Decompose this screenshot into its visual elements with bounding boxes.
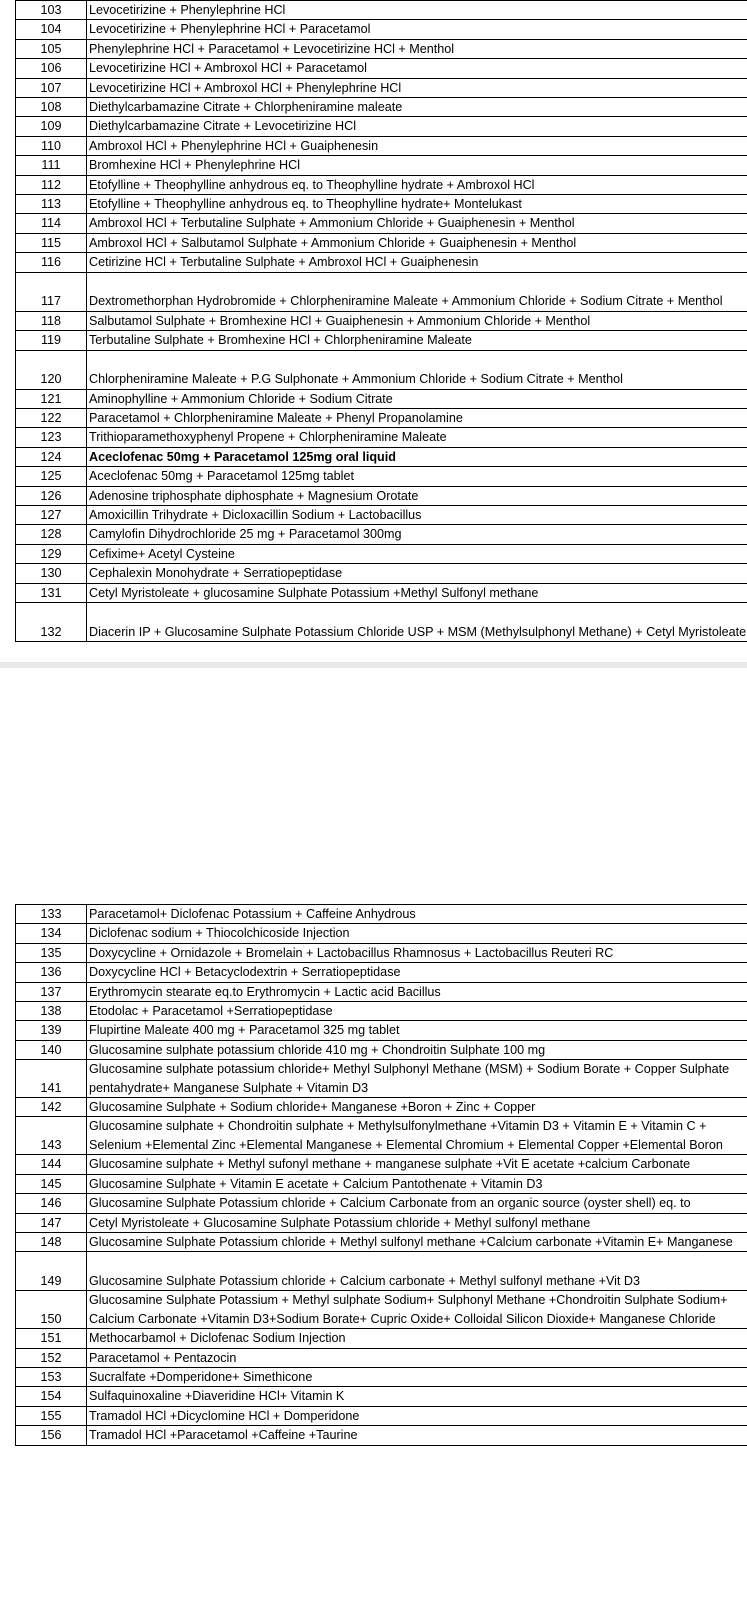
drug-combination-name: Paracetamol + Chlorpheniramine Maleate + Phenyl Propanolamine xyxy=(87,408,747,427)
table-row xyxy=(16,272,747,311)
row-number: 134 xyxy=(16,924,87,943)
row-number: 151 xyxy=(16,1329,87,1348)
table-row xyxy=(16,1348,747,1367)
drug-combination-name: Tramadol HCl +Paracetamol +Caffeine +Taurine xyxy=(87,1426,747,1445)
drug-combination-name: Dextromethorphan Hydrobromide + Chlorpheniramine Maleate + Ammonium Chloride + Sodium Citrate + Menthol xyxy=(87,272,747,311)
row-number: 149 xyxy=(16,1252,87,1291)
table-row xyxy=(16,408,747,427)
drug-combination-name: Levocetirizine HCl + Ambroxol HCl + Phenylephrine HCl xyxy=(87,78,747,97)
table-row xyxy=(16,924,747,943)
drug-combination-name: Diethylcarbamazine Citrate + Levocetirizine HCl xyxy=(87,117,747,136)
drug-combination-name: Tramadol HCl +Dicyclomine HCl + Domperidone xyxy=(87,1406,747,1425)
document-page-2 xyxy=(0,668,747,1606)
table-row xyxy=(16,1387,747,1406)
drug-combination-name: Aceclofenac 50mg + Paracetamol 125mg tablet xyxy=(87,467,747,486)
row-number: 143 xyxy=(16,1117,87,1155)
drug-combination-name: Cetirizine HCl + Terbutaline Sulphate + Ambroxol HCl + Guaiphenesin xyxy=(87,253,747,272)
row-number: 110 xyxy=(16,136,87,155)
row-number: 118 xyxy=(16,311,87,330)
drug-combination-name: Glucosamine Sulphate + Vitamin E acetate + Calcium Pantothenate + Vitamin D3 xyxy=(87,1174,747,1193)
row-number: 130 xyxy=(16,564,87,583)
table-row xyxy=(16,1040,747,1059)
row-number: 135 xyxy=(16,943,87,962)
row-number: 139 xyxy=(16,1021,87,1040)
table-row xyxy=(16,963,747,982)
drug-combination-name: Cetyl Myristoleate + Glucosamine Sulphate Potassium chloride + Methyl sulfonyl methane xyxy=(87,1213,747,1232)
table-row xyxy=(16,350,747,389)
drug-combination-name: Trithioparamethoxyphenyl Propene + Chlorpheniramine Maleate xyxy=(87,428,747,447)
document-page-1 xyxy=(0,0,747,662)
row-number: 146 xyxy=(16,1194,87,1213)
drug-combination-name: Glucosamine sulphate + Chondroitin sulphate + Methylsulfonylmethane +Vitamin D3 + Vitamin E + Vitamin C + Selenium +Elemental Zinc +Elemental Manganese + Elemental Chromium + Elemental Copper +Elemental Boron xyxy=(87,1117,747,1155)
row-number: 128 xyxy=(16,525,87,544)
drug-combination-name: Glucosamine Sulphate + Sodium chloride+ Manganese +Boron + Zinc + Copper xyxy=(87,1098,747,1117)
drug-combination-name: Levocetirizine + Phenylephrine HCl xyxy=(87,1,747,20)
row-number: 105 xyxy=(16,39,87,58)
row-number: 115 xyxy=(16,233,87,252)
table-row xyxy=(16,428,747,447)
drug-combination-name: Glucosamine Sulphate Potassium + Methyl sulphate Sodium+ Sulphonyl Methane +Chondroitin Sulphate Sodium+ Calcium Carbonate +Vitamin D3+Sodium Borate+ Cupric Oxide+ Colloidal Silicon Dioxide+ Manganese Chloride xyxy=(87,1291,747,1329)
table-row xyxy=(16,564,747,583)
table-row xyxy=(16,195,747,214)
table-row xyxy=(16,1021,747,1040)
row-number: 120 xyxy=(16,350,87,389)
row-number: 150 xyxy=(16,1291,87,1329)
row-number: 107 xyxy=(16,78,87,97)
drug-combination-name: Sulfaquinoxaline +Diaveridine HCl+ Vitamin K xyxy=(87,1387,747,1406)
table-row xyxy=(16,583,747,602)
drug-combination-name: Ambroxol HCl + Salbutamol Sulphate + Ammonium Chloride + Guaiphenesin + Menthol xyxy=(87,233,747,252)
table-row xyxy=(16,1098,747,1117)
drug-combination-name: Etofylline + Theophylline anhydrous eq. to Theophylline hydrate + Ambroxol HCl xyxy=(87,175,747,194)
drug-combination-name: Aceclofenac 50mg + Paracetamol 125mg oral liquid xyxy=(87,447,747,466)
table-row xyxy=(16,156,747,175)
drug-combination-name: Glucosamine sulphate + Methyl sufonyl methane + manganese sulphate +Vit E acetate +calcium Carbonate xyxy=(87,1155,747,1174)
row-number: 123 xyxy=(16,428,87,447)
drug-combination-name: Glucosamine Sulphate Potassium chloride + Calcium Carbonate from an organic source (oyster shell) eq. to xyxy=(87,1194,747,1213)
drug-combination-name: Cefixime+ Acetyl Cysteine xyxy=(87,544,747,563)
row-number: 141 xyxy=(16,1060,87,1098)
table-row xyxy=(16,1174,747,1193)
drug-combination-name: Ambroxol HCl + Terbutaline Sulphate + Ammonium Chloride + Guaiphenesin + Menthol xyxy=(87,214,747,233)
table-row xyxy=(16,311,747,330)
row-number: 148 xyxy=(16,1232,87,1251)
table-row xyxy=(16,905,747,924)
drug-combination-table-page-2 xyxy=(15,904,747,1446)
table-row xyxy=(16,1117,747,1155)
drug-combination-name: Diacerin IP + Glucosamine Sulphate Potassium Chloride USP + MSM (Methylsulphonyl Methane) + Cetyl Myristoleate xyxy=(87,602,747,641)
table-row xyxy=(16,331,747,350)
row-number: 147 xyxy=(16,1213,87,1232)
row-number: 104 xyxy=(16,20,87,39)
row-number: 145 xyxy=(16,1174,87,1193)
drug-combination-name: Cetyl Myristoleate + glucosamine Sulphate Potassium +Methyl Sulfonyl methane xyxy=(87,583,747,602)
drug-combination-name: Ambroxol HCl + Phenylephrine HCl + Guaiphenesin xyxy=(87,136,747,155)
row-number: 140 xyxy=(16,1040,87,1059)
table-row xyxy=(16,467,747,486)
row-number: 119 xyxy=(16,331,87,350)
row-number: 114 xyxy=(16,214,87,233)
drug-combination-name: Terbutaline Sulphate + Bromhexine HCl + Chlorpheniramine Maleate xyxy=(87,331,747,350)
row-number: 121 xyxy=(16,389,87,408)
table-row xyxy=(16,447,747,466)
row-number: 117 xyxy=(16,272,87,311)
table-row xyxy=(16,1060,747,1098)
table-row xyxy=(16,1213,747,1232)
table-row xyxy=(16,982,747,1001)
table-row xyxy=(16,1155,747,1174)
table-row xyxy=(16,39,747,58)
table-row xyxy=(16,233,747,252)
drug-combination-name: Methocarbamol + Diclofenac Sodium Injection xyxy=(87,1329,747,1348)
row-number: 125 xyxy=(16,467,87,486)
row-number: 126 xyxy=(16,486,87,505)
row-number: 106 xyxy=(16,59,87,78)
row-number: 109 xyxy=(16,117,87,136)
table-row xyxy=(16,78,747,97)
row-number: 112 xyxy=(16,175,87,194)
table-row xyxy=(16,1426,747,1445)
drug-combination-name: Salbutamol Sulphate + Bromhexine HCl + Guaiphenesin + Ammonium Chloride + Menthol xyxy=(87,311,747,330)
drug-combination-name: Aminophylline + Ammonium Chloride + Sodium Citrate xyxy=(87,389,747,408)
table-row xyxy=(16,1406,747,1425)
drug-combination-name: Glucosamine sulphate potassium chloride+ Methyl Sulphonyl Methane (MSM) + Sodium Borate + Copper Sulphate pentahydrate+ Manganese Sulphate + Vitamin D3 xyxy=(87,1060,747,1098)
drug-combination-name: Chlorpheniramine Maleate + P.G Sulphonate + Ammonium Chloride + Sodium Citrate + Menthol xyxy=(87,350,747,389)
drug-combination-table-page-1 xyxy=(15,0,747,642)
table-row xyxy=(16,1329,747,1348)
row-number: 116 xyxy=(16,253,87,272)
drug-combination-name: Levocetirizine HCl + Ambroxol HCl + Paracetamol xyxy=(87,59,747,78)
row-number: 153 xyxy=(16,1367,87,1386)
row-number: 129 xyxy=(16,544,87,563)
table-row xyxy=(16,1002,747,1021)
row-number: 154 xyxy=(16,1387,87,1406)
row-number: 142 xyxy=(16,1098,87,1117)
drug-combination-name: Etodolac + Paracetamol +Serratiopeptidase xyxy=(87,1002,747,1021)
row-number: 103 xyxy=(16,1,87,20)
drug-combination-name: Paracetamol+ Diclofenac Potassium + Caffeine Anhydrous xyxy=(87,905,747,924)
row-number: 137 xyxy=(16,982,87,1001)
table-row xyxy=(16,544,747,563)
table-row xyxy=(16,505,747,524)
table-row xyxy=(16,59,747,78)
drug-combination-name: Doxycycline HCl + Betacyclodextrin + Serratiopeptidase xyxy=(87,963,747,982)
drug-combination-name: Phenylephrine HCl + Paracetamol + Levocetirizine HCl + Menthol xyxy=(87,39,747,58)
row-number: 131 xyxy=(16,583,87,602)
table-row xyxy=(16,20,747,39)
table-row xyxy=(16,943,747,962)
row-number: 111 xyxy=(16,156,87,175)
drug-combination-name: Glucosamine Sulphate Potassium chloride + Calcium carbonate + Methyl sulfonyl methane +Vit D3 xyxy=(87,1252,747,1291)
row-number: 136 xyxy=(16,963,87,982)
drug-combination-name: Flupirtine Maleate 400 mg + Paracetamol 325 mg tablet xyxy=(87,1021,747,1040)
drug-combination-name: Bromhexine HCl + Phenylephrine HCl xyxy=(87,156,747,175)
drug-combination-name: Camylofin Dihydrochloride 25 mg + Paracetamol 300mg xyxy=(87,525,747,544)
row-number: 155 xyxy=(16,1406,87,1425)
table-row xyxy=(16,1252,747,1291)
row-number: 138 xyxy=(16,1002,87,1021)
table-row xyxy=(16,1232,747,1251)
table-row xyxy=(16,214,747,233)
table-row xyxy=(16,253,747,272)
row-number: 144 xyxy=(16,1155,87,1174)
drug-combination-name: Erythromycin stearate eq.to Erythromycin + Lactic acid Bacillus xyxy=(87,982,747,1001)
drug-combination-name: Etofylline + Theophylline anhydrous eq. to Theophylline hydrate+ Montelukast xyxy=(87,195,747,214)
drug-combination-name: Cephalexin Monohydrate + Serratiopeptidase xyxy=(87,564,747,583)
drug-combination-name: Sucralfate +Domperidone+ Simethicone xyxy=(87,1367,747,1386)
drug-combination-name: Glucosamine sulphate potassium chloride 410 mg + Chondroitin Sulphate 100 mg xyxy=(87,1040,747,1059)
row-number: 108 xyxy=(16,98,87,117)
table-row xyxy=(16,175,747,194)
table-row xyxy=(16,389,747,408)
drug-combination-name: Diclofenac sodium + Thiocolchicoside Injection xyxy=(87,924,747,943)
row-number: 113 xyxy=(16,195,87,214)
table-row xyxy=(16,136,747,155)
row-number: 132 xyxy=(16,602,87,641)
row-number: 152 xyxy=(16,1348,87,1367)
drug-combination-name: Levocetirizine + Phenylephrine HCl + Paracetamol xyxy=(87,20,747,39)
drug-combination-name: Paracetamol + Pentazocin xyxy=(87,1348,747,1367)
table-row xyxy=(16,98,747,117)
row-number: 122 xyxy=(16,408,87,427)
table-row xyxy=(16,1194,747,1213)
drug-combination-name: Amoxicillin Trihydrate + Dicloxacillin Sodium + Lactobacillus xyxy=(87,505,747,524)
table-row xyxy=(16,1291,747,1329)
table-row xyxy=(16,117,747,136)
row-number: 133 xyxy=(16,905,87,924)
row-number: 127 xyxy=(16,505,87,524)
drug-combination-name: Glucosamine Sulphate Potassium chloride + Methyl sulfonyl methane +Calcium carbonate +Vitamin E+ Manganese xyxy=(87,1232,747,1251)
table-row xyxy=(16,1367,747,1386)
row-number: 156 xyxy=(16,1426,87,1445)
drug-combination-name: Diethylcarbamazine Citrate + Chlorpheniramine maleate xyxy=(87,98,747,117)
table-row xyxy=(16,486,747,505)
row-number: 124 xyxy=(16,447,87,466)
drug-combination-name: Doxycycline + Ornidazole + Bromelain + Lactobacillus Rhamnosus + Lactobacillus Reuteri RC xyxy=(87,943,747,962)
table-row xyxy=(16,602,747,641)
table-row xyxy=(16,525,747,544)
drug-combination-name: Adenosine triphosphate diphosphate + Magnesium Orotate xyxy=(87,486,747,505)
table-row xyxy=(16,1,747,20)
